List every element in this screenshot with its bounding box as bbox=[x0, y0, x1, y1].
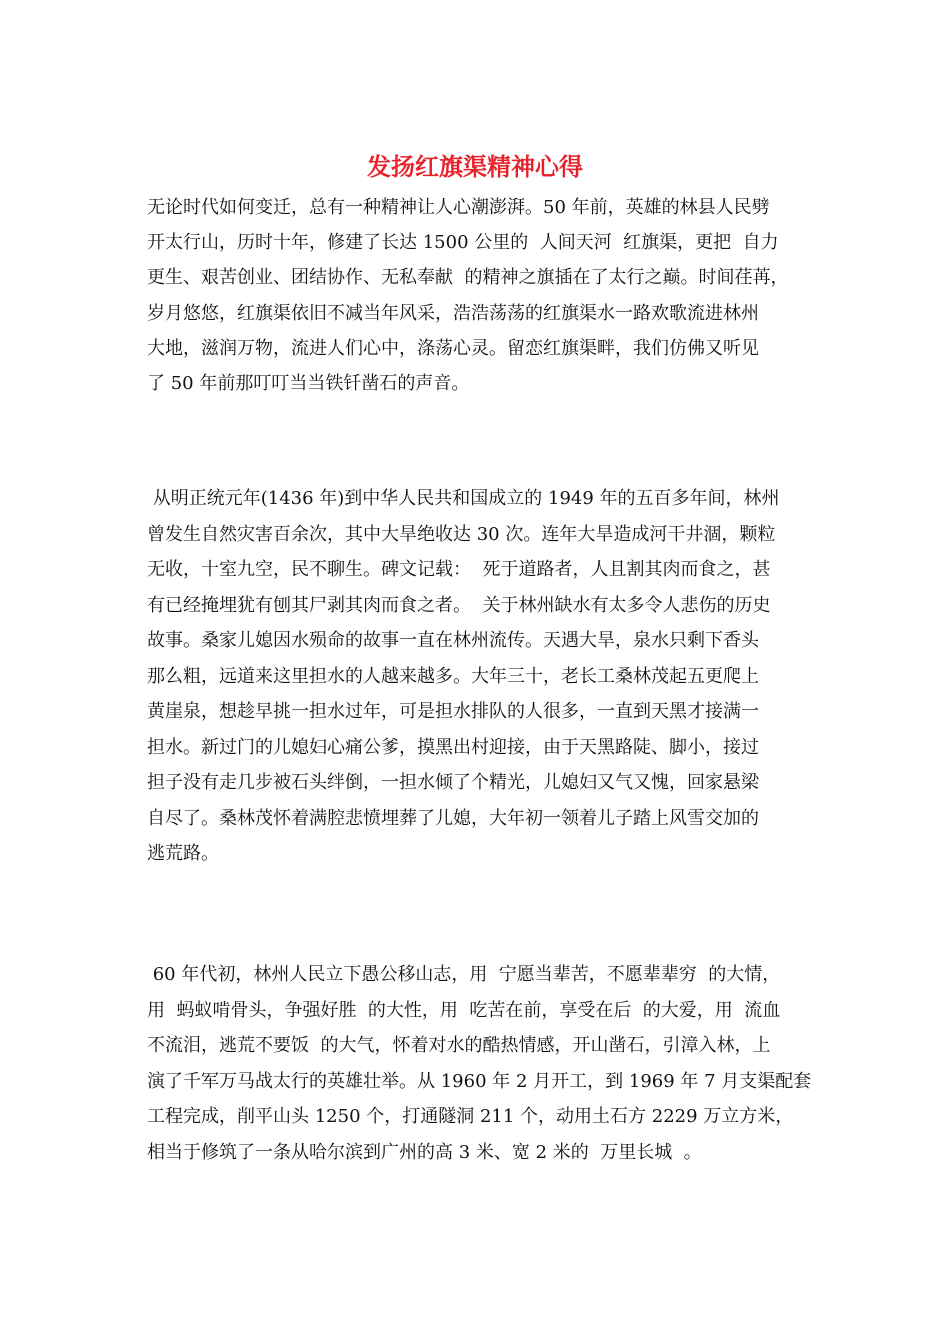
paragraph-line: 演了千军万马战太行的英雄壮举。从 1960 年 2 月开工，到 1969 年 7 月支渠配套 bbox=[147, 1070, 812, 1092]
paragraph-line: 担子没有走几步被石头绊倒，一担水倾了个精光，儿媳妇又气又愧，回家悬梁 bbox=[147, 772, 759, 793]
paragraph-line: 相当于修筑了一条从哈尔滨到广州的高 3 米、宽 2 米的 万里长城 。 bbox=[147, 1141, 702, 1163]
paragraph-line: 了 50 年前那叮叮当当铁钎凿石的声音。 bbox=[147, 373, 470, 394]
paragraph-line: 黄崖泉，想趁早挑一担水过年，可是担水排队的人很多，一直到天黑才接满一 bbox=[147, 701, 759, 722]
paragraph-line: 开太行山，历时十年，修建了长达 1500 公里的 人间天河 红旗渠，更把 自力 bbox=[147, 232, 779, 254]
paragraph-line: 逃荒路。 bbox=[147, 843, 219, 864]
paragraph-line: 从明正统元年(1436 年)到中华人民共和国成立的 1949 年的五百多年间，林州 bbox=[147, 488, 780, 509]
document-title: 发扬红旗渠精神心得 bbox=[367, 152, 583, 181]
paragraph-line: 自尽了。桑林茂怀着满腔悲愤埋葬了儿媳，大年初一领着儿子踏上风雪交加的 bbox=[147, 807, 759, 829]
paragraph-line: 岁月悠悠，红旗渠依旧不减当年风采，浩浩荡荡的红旗渠水一路欢歌流进林州 bbox=[147, 302, 759, 324]
paragraph-line: 无收，十室九空，民不聊生。碑文记载： 死于道路者，人且割其肉而食之，甚 bbox=[147, 559, 771, 580]
paragraph-line: 无论时代如何变迁，总有一种精神让人心潮澎湃。50 年前，英雄的林县人民劈 bbox=[147, 197, 770, 218]
paragraph-line: 那么粗，远道来这里担水的人越来越多。大年三十，老长工桑林茂起五更爬上 bbox=[147, 665, 759, 687]
paragraph-line: 用 蚂蚁啃骨头，争强好胜 的大性，用 吃苦在前，享受在后 的大爱，用 流血 bbox=[147, 999, 781, 1021]
paragraph-line: 曾发生自然灾害百余次，其中大旱绝收达 30 次。连年大旱造成河干井涸，颗粒 bbox=[147, 523, 776, 545]
paragraph-line: 有已经掩埋犹有刨其尸剥其肉而食之者。 关于林州缺水有太多令人悲伤的历史 bbox=[147, 594, 771, 616]
paragraph-line: 大地，滋润万物，流进人们心中，涤荡心灵。留恋红旗渠畔，我们仿佛又听见 bbox=[147, 337, 759, 359]
paragraph-line: 担水。新过门的儿媳妇心痛公爹，摸黑出村迎接，由于天黑路陡、脚小，接过 bbox=[147, 736, 759, 758]
paragraph-line: 故事。桑家儿媳因水殒命的故事一直在林州流传。天遇大旱，泉水只剩下香头 bbox=[147, 630, 759, 651]
paragraph-line: 60 年代初，林州人民立下愚公移山志，用 宁愿当辈苦，不愿辈辈穷 的大情， bbox=[147, 964, 781, 985]
paragraph-line: 工程完成，削平山头 1250 个，打通隧洞 211 个，动用土石方 2229 万立方米， bbox=[147, 1106, 794, 1127]
paragraph-line: 更生、艰苦创业、团结协作、无私奉献 的精神之旗插在了太行之巅。时间荏苒， bbox=[147, 267, 789, 289]
paragraph-line: 不流泪，逃荒不要饭 的大气，怀着对水的酷热情感，开山凿石，引漳入林，上 bbox=[147, 1035, 771, 1056]
